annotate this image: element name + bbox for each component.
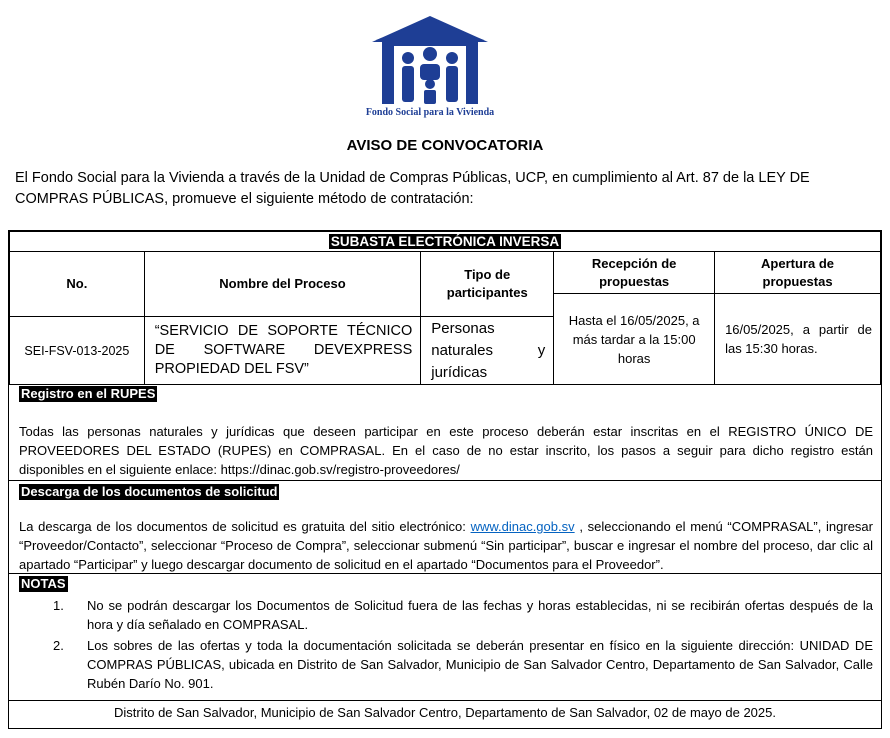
fsv-logo	[360, 12, 500, 122]
descarga-text-after: , seleccionando el menú “COMPRASAL”, ingresar “Proveedor/Contacto”, seleccionar “Proceso de Compra”, seleccionar submenú “Sin participar”, buscar e ingresar el nombre del proceso, dar clic al apartado “Participar” y luego descargar documento de solicitud en el apartado “Documentos para el Proveedor”.	[19, 519, 873, 572]
tipo-word-y: y	[537, 341, 546, 359]
header-nombre: Nombre del Proceso	[144, 252, 421, 317]
notice-box	[8, 230, 882, 729]
logo-caption: Fondo Social para la Vivienda	[365, 107, 495, 118]
notes-list	[9, 596, 881, 693]
tipo-line-3: jurídicas	[431, 363, 488, 381]
note-text: Los sobres de las ofertas y toda la documentación solicitada se deberán presentar en físico en la siguiente dirección: UNIDAD DE COMPRAS PÚBLICAS, ubicada en Distrito de San Salvador, Municipio de San Salvador Centro, Departamento de San Salvador, Calle Rubén Darío No. 901.	[87, 638, 873, 691]
process-table	[9, 231, 881, 385]
tipo-line-1: Personas	[431, 319, 495, 337]
note-item	[9, 596, 881, 634]
method-band	[10, 232, 881, 252]
intro-paragraph: El Fondo Social para la Vivienda a través de la Unidad de Compras Públicas, UCP, en cumplimiento al Art. 87 de la LEY DE COMPRAS PÚBLICAS, promueve el siguiente método de contratación:	[15, 170, 810, 207]
header-recepcion: Recepción de propuestas	[554, 252, 715, 294]
rupes-section	[9, 384, 881, 481]
cell-nombre: “SERVICIO DE SOPORTE TÉCNICO DE SOFTWARE DEVEXPRESS PROPIEDAD DEL FSV”	[144, 317, 421, 385]
descarga-text-before: La descarga de los documentos de solicitud es gratuita del sitio electrónico:	[19, 519, 471, 534]
cell-tipo	[421, 317, 554, 385]
descarga-label: Descarga de los documentos de solicitud	[21, 484, 278, 499]
note-number: 1.	[53, 598, 64, 613]
rupes-text: Todas las personas naturales y jurídicas que deseen participar en este proceso deberán estar inscritas en el REGISTRO ÚNICO DE PROVEEDORES DEL ESTADO (RUPES) en COMPRASAL. En el caso de no estar inscrito, los pasos a seguir para dicho registro están disponibles en el siguiente enlace: https://dinac.gob.sv/registro-proveedores/	[19, 424, 873, 477]
descarga-section	[9, 482, 881, 574]
house-family-icon	[360, 12, 500, 107]
footer-place-date: Distrito de San Salvador, Municipio de San Salvador Centro, Departamento de San Salvador, 02 de mayo de 2025.	[114, 705, 776, 720]
page-title: AVISO DE CONVOCATORIA	[346, 137, 544, 154]
descarga-text	[9, 517, 881, 574]
header-tipo: Tipo de participantes	[421, 252, 554, 317]
rupes-label: Registro en el RUPES	[21, 386, 156, 401]
tipo-word-naturales: naturales	[431, 341, 493, 359]
cell-recepcion: Hasta el 16/05/2025, a más tardar a la 15:00 horas	[554, 294, 715, 385]
note-text: No se podrán descargar los Documentos de Solicitud fuera de las fechas y horas establecidas, ni se recibirán ofertas después de la hora y día señalado en COMPRASAL.	[87, 598, 873, 632]
cell-apertura: 16/05/2025, a partir de las 15:30 horas.	[715, 294, 881, 385]
dinac-link[interactable]: www.dinac.gob.sv	[470, 519, 575, 534]
header-no: No.	[10, 252, 145, 317]
note-number: 2.	[53, 638, 64, 653]
notas-section	[9, 575, 881, 701]
note-item	[9, 636, 881, 693]
cell-no: SEI-FSV-013-2025	[10, 317, 145, 385]
header-apertura: Apertura de propuestas	[715, 252, 881, 294]
tipo-line-2	[431, 340, 545, 362]
method-band-label: SUBASTA ELECTRÓNICA INVERSA	[330, 234, 560, 249]
notas-label: NOTAS	[21, 576, 66, 591]
